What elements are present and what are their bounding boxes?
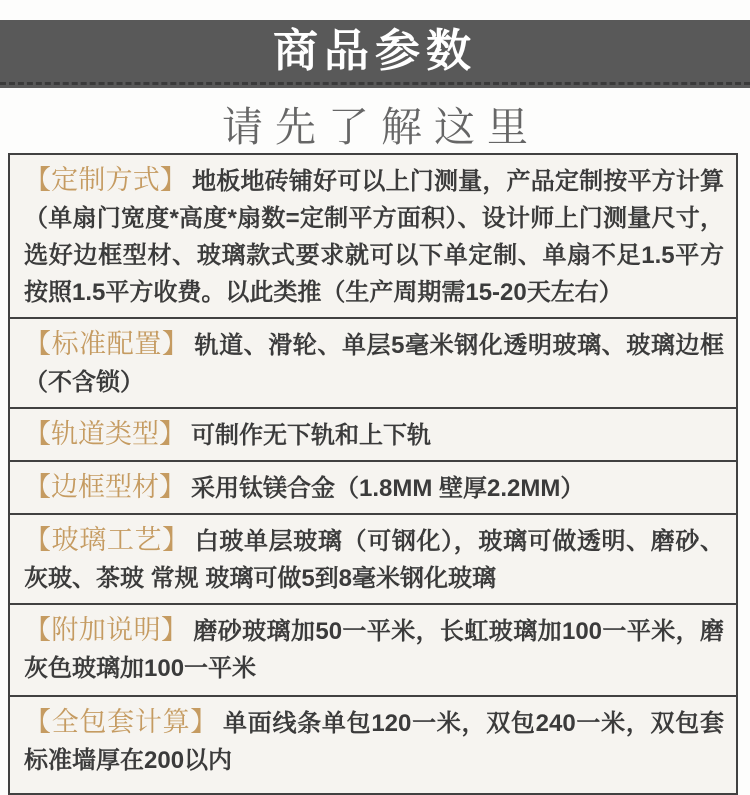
spec-label: 【标准配置】: [24, 329, 190, 359]
spec-text: 轨道、滑轮、单层5毫米钢化透明玻璃、玻璃边框（不含锁）: [24, 332, 724, 396]
spec-text: 采用钛镁合金（1.8MM 壁厚2.2MM）: [191, 475, 585, 502]
spec-text: 单面线条单包120一米，双包240一米，双包套标准墙厚在200以内: [24, 710, 724, 774]
spec-label: 【轨道类型】: [24, 419, 186, 449]
spec-label: 【玻璃工艺】: [24, 525, 190, 555]
spec-text: 白玻单层玻璃（可钢化），玻璃可做透明、磨砂、灰玻、茶玻 常规 玻璃可做5到8毫米钢化玻璃: [24, 528, 725, 592]
spec-section-glass-craft: [10, 515, 736, 605]
spec-text: 磨砂玻璃加50一平米，长虹玻璃加100一平米，磨灰色玻璃加100一平米: [24, 618, 724, 682]
spec-section-frame-material: [10, 462, 736, 515]
spec-section-additional-notes: [10, 605, 736, 697]
header-bar: [0, 20, 750, 88]
spec-label: 【边框型材】: [24, 472, 186, 502]
spec-text: 可制作无下轨和上下轨: [191, 422, 431, 449]
spec-label: 【附加说明】: [24, 615, 189, 645]
spec-text: 地板地砖铺好可以上门测量，产品定制按平方计算（单扇门宽度*高度*扇数=定制平方面积）、设计师上门测量尺寸，选好边框型材、玻璃款式要求就可以下单定制、单扇不足1.5平方按照1.5平方收费。以此类推（生产周期需15-20天左右）: [24, 168, 725, 306]
spec-section-track-type: [10, 409, 736, 462]
page-subtitle: 请先了解这里: [222, 104, 540, 150]
spec-label: 【定制方式】: [24, 165, 188, 195]
spec-section-standard-config: [10, 319, 736, 409]
page-title: 商品参数: [272, 25, 477, 76]
spec-label: 【全包套计算】: [24, 707, 219, 737]
spec-section-customization: [10, 155, 736, 319]
spec-section-full-wrap-calc: [10, 697, 736, 793]
dashed-divider: [0, 82, 750, 85]
spec-table: [8, 153, 738, 795]
